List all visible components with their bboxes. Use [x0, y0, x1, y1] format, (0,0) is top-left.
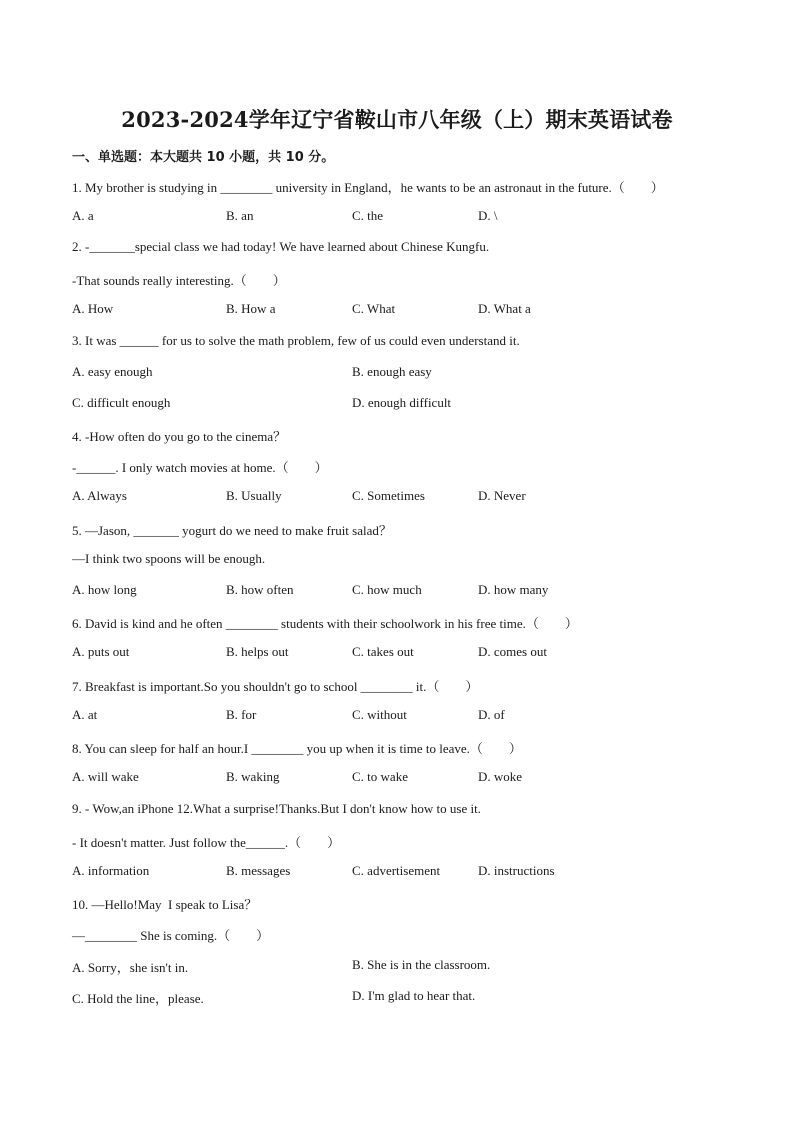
q3-option-b[interactable]: B. enough easy	[352, 364, 432, 379]
question-5-stem: 5. —Jason, _______ yogurt do we need to make fruit salad？	[72, 523, 392, 538]
q7-option-c[interactable]: C. without	[352, 707, 407, 722]
q9-option-c[interactable]: C. advertisement	[352, 863, 441, 878]
question-7-stem: 7. Breakfast is important.So you shouldn't go to school ________ it.（ ）	[72, 679, 479, 694]
question-6-options	[72, 644, 732, 662]
q6-option-d[interactable]: D. comes out	[478, 644, 547, 659]
q3-option-c[interactable]: C. difficult enough	[72, 395, 171, 410]
question-6-stem: 6. David is kind and he often ________ students with their schoolwork in his free time.（ ）	[72, 616, 578, 631]
question-9-response: - It doesn't matter. Just follow the______.（ ）	[72, 835, 341, 850]
q3-option-a[interactable]: A. easy enough	[72, 364, 153, 379]
q4-option-b[interactable]: B. Usually	[226, 488, 282, 503]
q9-option-a[interactable]: A. information	[72, 863, 150, 878]
question-2-stem: 2. -_______special class we had today! We have learned about Chinese Kungfu.	[72, 239, 490, 254]
question-10-response: —________ She is coming.（ ）	[72, 928, 270, 943]
q3-option-d[interactable]: D. enough difficult	[352, 395, 452, 410]
question-4-options	[72, 488, 732, 506]
question-2-options	[72, 301, 732, 319]
question-2-response: -That sounds really interesting.（ ）	[72, 273, 286, 288]
question-10-stem: 10. —Hello!May I speak to Lisa？	[72, 897, 258, 912]
q1-option-c[interactable]: C. the	[352, 208, 384, 223]
q10-option-c[interactable]: C. Hold the line，please.	[72, 991, 204, 1006]
q9-option-b[interactable]: B. messages	[226, 863, 291, 878]
q8-option-b[interactable]: B. waking	[226, 769, 280, 784]
question-9-options	[72, 863, 732, 881]
question-8-options	[72, 769, 732, 787]
q2-option-a[interactable]: A. How	[72, 301, 114, 316]
q10-option-b[interactable]: B. She is in the classroom.	[352, 957, 491, 972]
question-7-options	[72, 707, 732, 725]
question-3-options-row1	[72, 364, 732, 382]
q5-option-b[interactable]: B. how often	[226, 582, 294, 597]
q5-option-d[interactable]: D. how many	[478, 582, 549, 597]
q4-option-a[interactable]: A. Always	[72, 488, 127, 503]
q1-option-b[interactable]: B. an	[226, 208, 254, 223]
q9-option-d[interactable]: D. instructions	[478, 863, 555, 878]
question-10-options-row2	[72, 988, 732, 1006]
question-5-options	[72, 582, 732, 600]
q5-option-c[interactable]: C. how much	[352, 582, 422, 597]
question-3-options-row2	[72, 395, 732, 413]
q4-option-d[interactable]: D. Never	[478, 488, 526, 503]
page-title: 2023-2024学年辽宁省鞍山市八年级（上）期末英语试卷	[121, 107, 673, 132]
question-10-options-row1	[72, 957, 732, 975]
q5-option-a[interactable]: A. how long	[72, 582, 137, 597]
q7-option-b[interactable]: B. for	[226, 707, 257, 722]
section-heading: 一、单选题：本大题共 10 小题，共 10 分。	[72, 150, 335, 165]
question-1-stem: 1. My brother is studying in ________ university in England，he wants to be an astronaut in the future.（ ）	[72, 180, 664, 195]
q8-option-c[interactable]: C. to wake	[352, 769, 408, 784]
q8-option-a[interactable]: A. will wake	[72, 769, 139, 784]
q6-option-b[interactable]: B. helps out	[226, 644, 289, 659]
q6-option-a[interactable]: A. puts out	[72, 644, 130, 659]
q2-option-d[interactable]: D. What a	[478, 301, 531, 316]
question-4-stem: 4. -How often do you go to the cinema？	[72, 429, 287, 444]
q8-option-d[interactable]: D. woke	[478, 769, 523, 784]
question-5-response: —I think two spoons will be enough.	[72, 551, 266, 566]
q1-option-a[interactable]: A. a	[72, 208, 94, 223]
q7-option-a[interactable]: A. at	[72, 707, 98, 722]
question-8-stem: 8. You can sleep for half an hour.I ________ you up when it is time to leave.（ ）	[72, 741, 522, 756]
question-4-response: -______. I only watch movies at home.（ ）	[72, 460, 328, 475]
q7-option-d[interactable]: D. of	[478, 707, 505, 722]
q10-option-a[interactable]: A. Sorry，she isn't in.	[72, 960, 189, 975]
q2-option-c[interactable]: C. What	[352, 301, 396, 316]
q10-option-d[interactable]: D. I'm glad to hear that.	[352, 988, 476, 1003]
q2-option-b[interactable]: B. How a	[226, 301, 276, 316]
question-1-options	[72, 208, 732, 226]
q4-option-c[interactable]: C. Sometimes	[352, 488, 425, 503]
question-9-stem: 9. - Wow,an iPhone 12.What a surprise!Thanks.But I don't know how to use it.	[72, 801, 481, 816]
q1-option-d[interactable]: D. \	[478, 208, 498, 223]
q6-option-c[interactable]: C. takes out	[352, 644, 414, 659]
question-3-stem: 3. It was ______ for us to solve the math problem, few of us could even understand it.	[72, 333, 520, 348]
